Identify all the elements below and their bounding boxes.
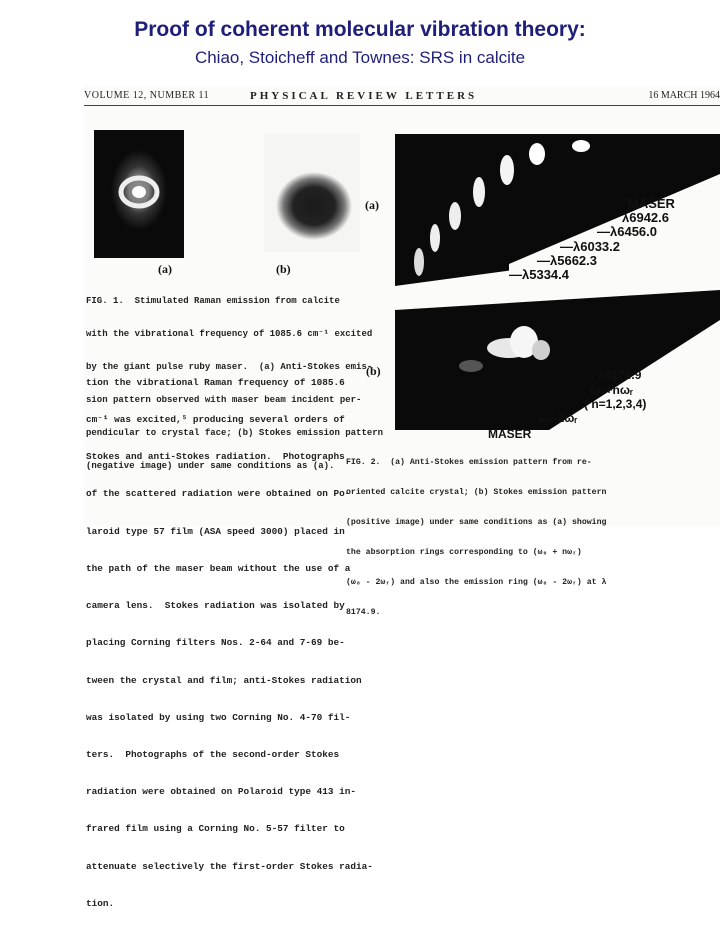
fig2-label-b: (b) [366,364,381,378]
fig2-label-a: (a) [365,198,379,212]
fig1-label-a: (a) [158,262,172,276]
fig2-caption: FIG. 2. (a) Anti-Stokes emission pattern from re- oriented calcite crystal; (b) Stokes emission pattern (positive image) under same conditions as (a) showing the absorption rings corresponding to (ω₀ + nωᵣ) (ω₀ - 2ωᵣ) and also the emission ring (ω₀ - 2ωᵣ) at λ 8174.9. [346,458,607,617]
fig2a-label-6942: λ6942.6 [622,210,669,225]
fig2b-label-w0-2wr: ω₀-2ωᵣ [538,411,578,425]
fig2b-label-n: ( n=1,2,3,4) [584,397,647,411]
header-rule [84,105,720,106]
journal-name: PHYSICAL REVIEW LETTERS [250,90,478,102]
paper-scan [84,86,720,909]
fig1-caption: FIG. 1. Stimulated Raman emission from calcite with the vibrational frequency of 1085.6 cm⁻¹ excited by the giant pulse ruby maser. (a) Anti-Stokes emis- sion pattern observed with maser beam incident per- pendicular to crystal face; (b) Stokes emission pattern (negative image) under same conditions as (a). [86,296,384,471]
slide-title: Proof of coherent molecular vibration theory: [134,18,586,41]
fig2a-label-maser: MASER [628,196,675,211]
fig2b-photo [359,290,720,430]
fig2b-label-w0-nwr: ω₀+nωᵣ [590,383,634,397]
fig1b-photo [264,134,360,252]
journal-volume: VOLUME 12, NUMBER 11 [84,90,210,101]
fig2b-label-8174: λ8174.9 [598,368,642,382]
fig2b-label-maser: MASER [488,427,532,441]
fig2a-label-5334: —λ5334.4 [509,267,569,282]
fig2a-label-6456: —λ6456.0 [597,224,657,239]
fig1-label-b: (b) [276,262,291,276]
body-text: tion the vibrational Raman frequency of 1085.6 cm⁻¹ was excited,⁵ producing several orders of Stokes and anti-Stokes radiation. Photographs of the scattered radiation were obtained on Po- laroid type 57 film (ASA speed 3000) placed in the path of the maser beam without the use of a camera lens. Stokes radiation was isolated by placing Corning filters Nos. 2-64 and 7-69 be- tween the crystal and film; anti-Stokes radiation was isolated by using two Corning No. 4-70 fil- ters. Photographs of the second-order Stokes radiation were obtained on Polaroid type 413 in- frared film using a Corning No. 5-57 filter to attenuate selectively the first-order Stokes radia- tion. [86,376,373,909]
fig1a-photo [94,130,184,258]
fig2a-label-6033: —λ6033.2 [560,239,620,254]
journal-date: 16 MARCH 1964 [648,90,720,101]
slide-subtitle: Chiao, Stoicheff and Townes: SRS in calcite [194,48,526,67]
fig2a-label-5662: —λ5662.3 [537,253,597,268]
